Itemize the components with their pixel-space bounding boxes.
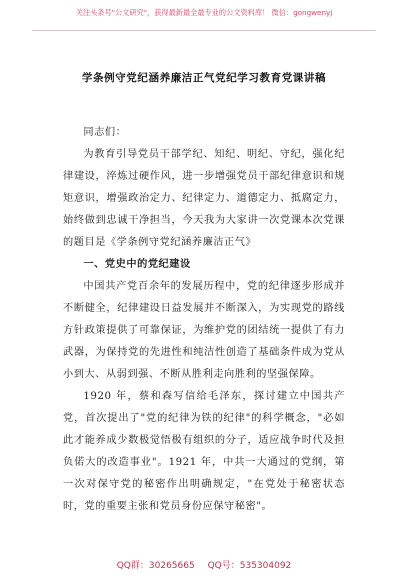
header-divider (32, 30, 376, 31)
footer-contact (0, 558, 408, 571)
document-title: 学条例守党纪涵养廉洁正气党纪学习教育党课讲稿 (81, 72, 327, 84)
header-banner: 关注头条号"公文研究"，获得最新最全最专业的公文资料库！ 微信：gongwenyj (75, 8, 333, 17)
document-body (63, 122, 345, 518)
salutation: 同志们： (83, 127, 127, 138)
body-paragraph: 为教育引导党员干部学纪、知纪、明纪、守纪，强化纪律建设，淬炼过硬作风，进一步增强党员干部纪律意识和规矩意识，增强政治定力、纪律定力、道德定力、抵腐定力，始终做到忠诚干净担当，今天我为大家讲一次党课本次党课的题目是《学条例守党纪涵养廉洁正气》 (63, 149, 345, 248)
footer-qq-number: QQ号：535304092 (207, 561, 292, 571)
body-paragraph: 1920 年，蔡和森写信给毛泽东，探讨建立中国共产党，首次提出了"党的纪律为铁的纪律"的科学概念，"必如此才能养成少数极觉悟极有组织的分子，适应战争时代及担负偌大的改造事业"。1921 年，中共一大通过的党纲，第一次对保守党的秘密作出明确规定，"在党处于秘密状态时，党的重要主张和党员身份应保守秘密"。 (63, 391, 345, 512)
body-paragraph: 中国共产党百余年的发展历程中，党的纪律逐步形成并不断健全，纪律建设日益发展并不断深入，为实现党的路线方针政策提供了可靠保证，为维护党的团结统一提供了有力武器，为保持党的先进性和纯洁性创造了基础条件成为党从小到大、从弱到强、不断从胜利走向胜利的坚强保障。 (63, 281, 345, 380)
footer-qq-group: QQ群：30265665 (116, 561, 195, 571)
section-heading: 一、党史中的党纪建设 (83, 259, 191, 270)
